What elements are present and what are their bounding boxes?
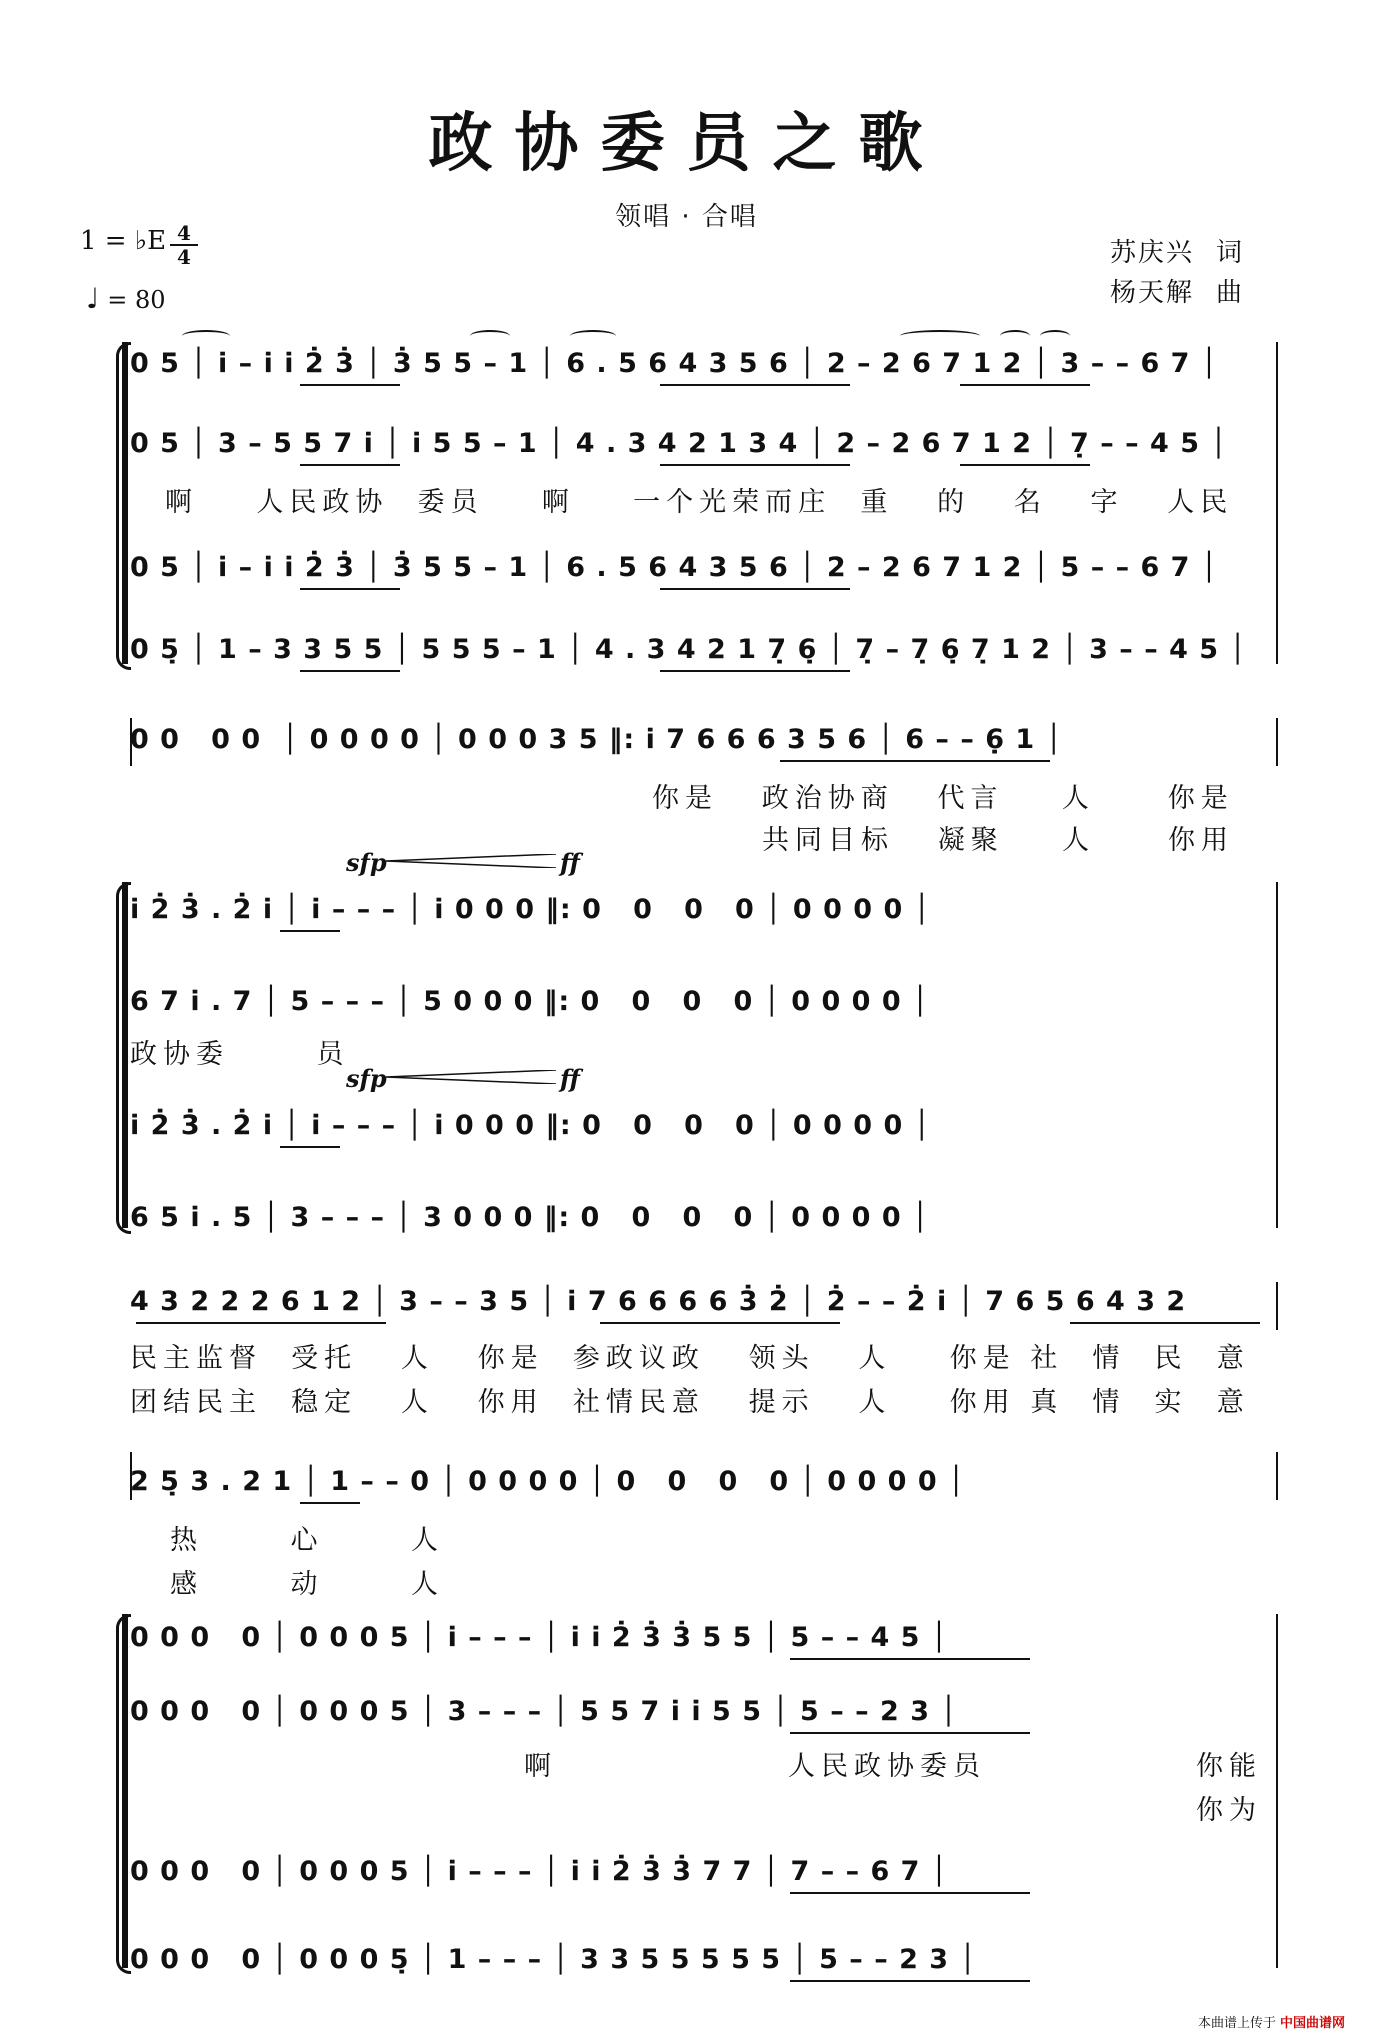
system4-solo-end-bar [1276, 1452, 1278, 1500]
system4-lyric2: 感 动 人 [170, 1569, 444, 1600]
beam [280, 1146, 340, 1148]
beam [280, 930, 340, 932]
system1-end-bar [1276, 342, 1278, 664]
footer [1198, 2012, 1345, 2031]
system2-solo: 0 0 0 0 │ 0 0 0 0 │ 0 0 0 3 5 ‖: i̇ 7 6 6 6 3 5 6 │ 6 – – 6̣ 1 │ [130, 724, 1063, 755]
beam [300, 464, 400, 466]
system3-end-bar [1276, 1282, 1278, 1330]
lyricist-role: 词 [1216, 238, 1245, 268]
system2-lyric1: 你是 政治协商 代言 人 你是 [652, 783, 1234, 814]
system4-solo: 2 5̣ 3 . 2 1 │ 1 – – 0 │ 0 0 0 0 │ 0 0 0 0 │ 0 0 0 0 │ [130, 1466, 966, 1497]
system4-voice3: 0 0 0 0 │ 0 0 0 5 │ i̇ – – – │ i̇ i̇ 2̇ 3̇ 3̇ 7 7 │ 7 – – 6 7 │ [130, 1856, 949, 1887]
system2-voice2: 6 7 i̇ . 7 │ 5 – – – │ 5 0 0 0 ‖: 0 0 0 0 │ 0 0 0 0 │ [130, 986, 930, 1017]
system1-voice3: 0 5 │ i̇ – i̇ i̇ 2̇ 3̇ │ 3̇ 5 5 – 1 │ 6 . 5 6 4 3 5 6 │ 2 – 2 6 7 1 2 │ 5 – – 6 7 │ [130, 552, 1219, 583]
beam [960, 384, 1090, 386]
time-signature [170, 222, 198, 268]
system2-lyric2: 共同目标 凝聚 人 你用 [762, 825, 1234, 856]
beam [960, 464, 1090, 466]
beam [600, 1322, 840, 1324]
system2-end-bar [1276, 882, 1278, 1228]
system1-voice4: 0 5̣ │ 1 – 3 3 5 5 │ 5 5 5 – 1 │ 4 . 3 4 2 1 7̣ 6̣ │ 7̣ – 7̣ 6̣ 7̣ 1 2 │ 3 – – 4 5 │ [130, 634, 1247, 665]
system4-lyric3a: 啊 [524, 1751, 557, 1782]
system4-lyric3b: 人民政协委员 [788, 1751, 986, 1782]
dynamic-ff: ff [560, 1064, 580, 1093]
beam [660, 464, 850, 466]
time-denominator: 4 [177, 245, 191, 269]
system1-start-bar [122, 342, 128, 664]
site-logo[interactable]: 中国曲谱网 [1279, 2016, 1345, 2031]
crescendo-hairpin [386, 1070, 556, 1084]
system1-voice2: 0 5 │ 3 – 5 5 7 i̇ │ i̇ 5 5 – 1 │ 4 . 3 4 2 1 3 4 │ 2 – 2 6 7 1 2 │ 7̣ – – 4 5 │ [130, 428, 1228, 459]
tempo-value: = 80 [107, 286, 166, 314]
system4-lyric1: 热 心 人 [170, 1525, 444, 1556]
system4-voice1: 0 0 0 0 │ 0 0 0 5 │ i̇ – – – │ i̇ i̇ 2̇ 3̇ 3̇ 5 5 │ 5 – – 4 5 │ [130, 1622, 949, 1653]
system2-lyric3: 政协委 员 [130, 1039, 350, 1070]
beam [790, 1658, 1030, 1660]
system3-lyric1: 民主监督 受托 人 你是 参政议政 领头 人 你是 社 情 民 意 [130, 1343, 1250, 1374]
system3-solo: 4 3 2 2 2 6 1 2 │ 3 – – 3 5 │ i̇ 7 6 6 6 6 3̇ 2̇ │ 2̇ – – 2̇ i̇ │ 7 6 5 6 4 3 2 [130, 1286, 1187, 1317]
beam [300, 384, 400, 386]
system2-start-bar-thick [122, 882, 128, 1228]
dynamic-sfp: sfp [346, 848, 387, 877]
time-numerator: 4 [170, 222, 198, 246]
slur [570, 330, 616, 342]
system2-voice3: i̇ 2̇ 3̇ . 2̇ i̇ │ i̇ – – – │ i̇ 0 0 0 ‖: 0 0 0 0 │ 0 0 0 0 │ [130, 1110, 931, 1141]
dynamic-sfp: sfp [346, 1064, 387, 1093]
composer-name: 杨天解 [1110, 278, 1195, 308]
beam [660, 588, 850, 590]
beam [660, 384, 850, 386]
system1-voice1: 0 5 │ i̇ – i̇ i̇ 2̇ 3̇ │ 3̇ 5 5 – 1 │ 6 . 5 6 4 3 5 6 │ 2 – 2 6 7 1 2 │ 3 – – 6 7 │ [130, 348, 1219, 379]
system4-lyric3c: 你能 [1196, 1751, 1262, 1782]
system4-end-bar [1276, 1614, 1278, 1968]
beam [790, 1732, 1030, 1734]
beam [790, 1892, 1030, 1894]
system2-solo-end-bar [1276, 718, 1278, 766]
slur [900, 330, 980, 342]
slur [1000, 330, 1030, 342]
beam [300, 1502, 360, 1504]
beam [660, 670, 850, 672]
system4-voice4: 0 0 0 0 │ 0 0 0 5̣ │ 1 – – – │ 3 3 5 5 5 5 5 │ 5 – – 2 3 │ [130, 1944, 977, 1975]
system3-lyric2: 团结民主 稳定 人 你用 社情民意 提示 人 你用 真 情 实 意 [130, 1387, 1250, 1418]
system4-lyric3d: 你为 [1196, 1795, 1262, 1826]
lyricist-name: 苏庆兴 [1110, 238, 1195, 268]
composer-credit [1110, 272, 1244, 309]
lyricist-credit [1110, 232, 1244, 269]
beam [300, 670, 400, 672]
footer-text: 本曲谱上传于 [1197, 2016, 1276, 2031]
beam [830, 760, 1050, 762]
page-title: 政协委员之歌 [428, 107, 945, 181]
slur [1040, 330, 1070, 342]
crescendo-hairpin [386, 854, 556, 868]
system4-start-bar-thick [122, 1614, 128, 1968]
beam [136, 1322, 386, 1324]
key-signature: 1 = ♭E [80, 226, 167, 256]
system2-voice1: i̇ 2̇ 3̇ . 2̇ i̇ │ i̇ – – – │ i̇ 0 0 0 ‖: 0 0 0 0 │ 0 0 0 0 │ [130, 894, 931, 925]
performance-note: 领唱 · 合唱 [615, 202, 758, 232]
system2-voice4: 6 5 i̇ . 5 │ 3 – – – │ 3 0 0 0 ‖: 0 0 0 0 │ 0 0 0 0 │ [130, 1202, 930, 1233]
quarter-note-icon: ♩ [86, 282, 100, 315]
beam [300, 588, 400, 590]
beam [1070, 1322, 1260, 1324]
system4-voice2: 0 0 0 0 │ 0 0 0 5 │ 3 – – – │ 5 5 7 i̇ i̇ 5 5 │ 5 – – 2 3 │ [130, 1696, 958, 1727]
slur [470, 330, 510, 342]
dynamic-ff: ff [560, 848, 580, 877]
tempo-marking [86, 282, 166, 315]
composer-role: 曲 [1216, 278, 1245, 308]
slur [182, 330, 230, 342]
beam [790, 1980, 1030, 1982]
system1-lyric: 啊 人民政协 委员 啊 一个光荣而庄 重 的 名 字 人民 [165, 487, 1234, 518]
